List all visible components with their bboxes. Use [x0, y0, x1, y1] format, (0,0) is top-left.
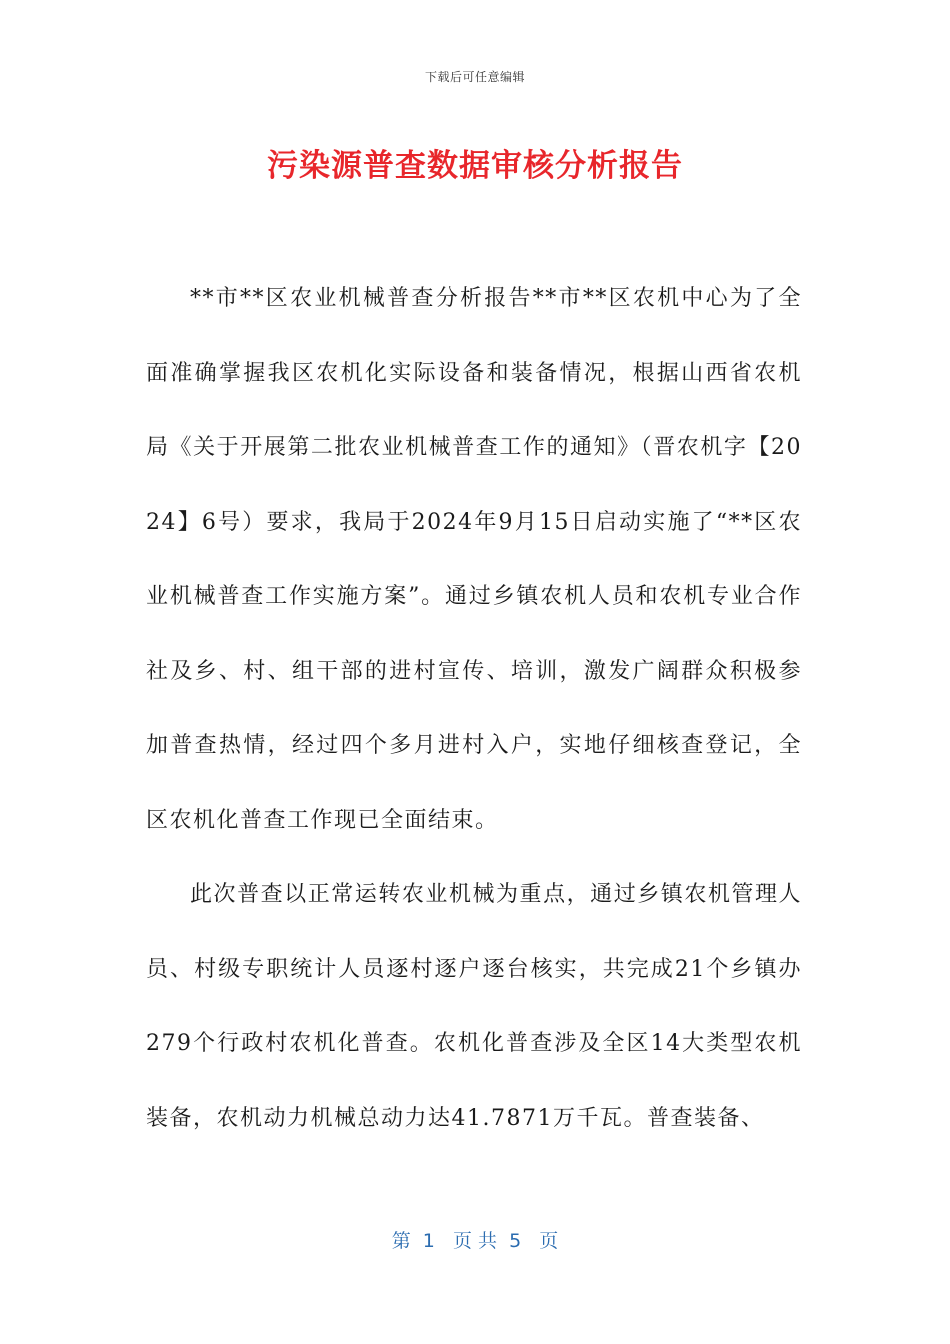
paragraph-2: 此次普查以正常运转农业机械为重点，通过乡镇农机管理人员、村级专职统计人员逐村逐户逐台核实，共完成21个乡镇办279个行政村农机化普查。农机化普查涉及全区14大类型农机装备，农机动力机械总动力达41.7871万千瓦。普查装备、 — [146, 882, 802, 1131]
header-note: 下载后可任意编辑 — [424, 70, 525, 84]
document-title: 污染源普查数据审核分析报告 — [267, 148, 683, 184]
document-body — [146, 262, 802, 1156]
paragraph-1: **市**区农业机械普查分析报告**市**区农机中心为了全面准确掌握我区农机化实际设备和装备情况，根据山西省农机局《关于开展第二批农业机械普查工作的通知》（晋农机字【2024】6号）要求，我局于2024年9月15日启动实施了“**区农业机械普查工作实施方案”。通过乡镇农机人员和农机专业合作社及乡、村、组干部的进村宣传、培训，激发广阔群众积极参加普查热情，经过四个多月进村入户，实地仔细核查登记，全区农机化普查工作现已全面结束。 — [146, 286, 802, 833]
page-number-footer: 第 1 页 共 5 页 — [391, 1230, 559, 1252]
